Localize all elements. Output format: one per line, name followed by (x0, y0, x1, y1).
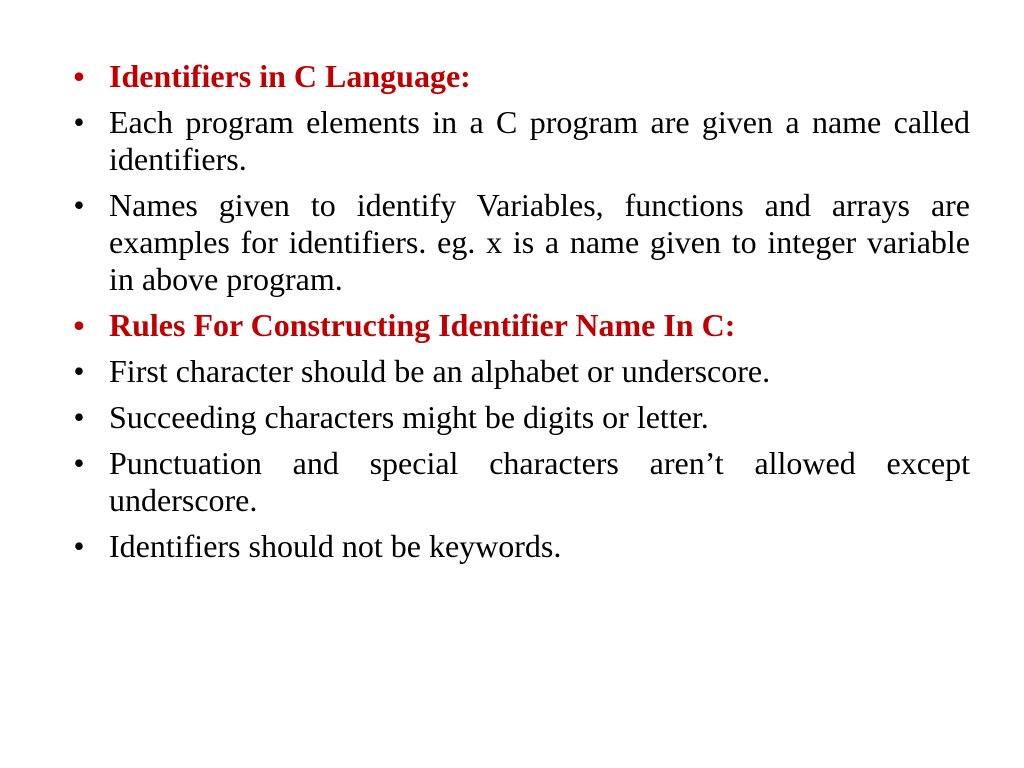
bullet-text: Succeeding characters might be digits or letter. (109, 399, 709, 435)
bullet-text: First character should be an alphabet or underscore. (109, 353, 771, 389)
bullet-item (68, 399, 970, 436)
bullet-dot-icon: • (73, 353, 85, 389)
bullet-dot-icon: • (73, 187, 85, 223)
bullet-text: Punctuation and special characters aren’t allowed except underscore. (109, 445, 970, 518)
bullet-text: Each program elements in a C program are given a name called identifiers. (109, 104, 970, 177)
bullet-list (68, 58, 970, 574)
bullet-item (68, 104, 970, 178)
bullet-heading-rules (68, 307, 970, 344)
bullet-dot-icon: • (73, 58, 85, 94)
bullet-dot-icon: • (73, 445, 85, 481)
bullet-item (68, 445, 970, 519)
bullet-text: Names given to identify Variables, functions and arrays are examples for identifiers. eg. x is a name given to integer variable in above program. (109, 187, 970, 297)
bullet-dot-icon: • (73, 528, 85, 564)
bullet-text: Rules For Constructing Identifier Name In C: (109, 307, 736, 343)
bullet-text: Identifiers should not be keywords. (109, 528, 562, 564)
bullet-dot-icon: • (73, 307, 85, 343)
bullet-text: Identifiers in C Language: (109, 58, 471, 94)
bullet-item (68, 187, 970, 298)
bullet-heading-identifiers (68, 58, 970, 95)
bullet-item (68, 353, 970, 390)
bullet-dot-icon: • (73, 104, 85, 140)
bullet-item (68, 528, 970, 565)
bullet-dot-icon: • (73, 399, 85, 435)
